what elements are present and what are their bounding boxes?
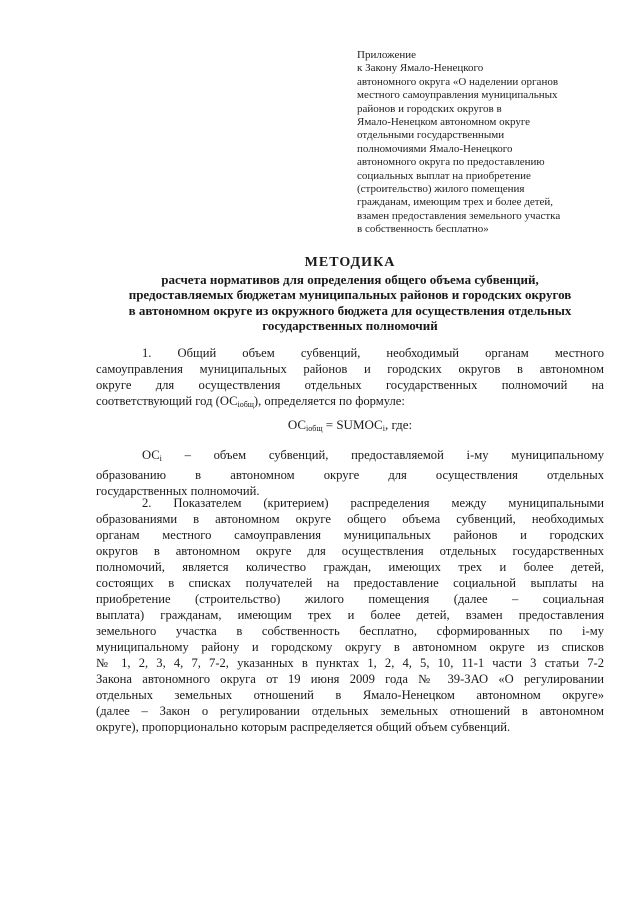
annex-line: местного самоуправления муниципальных bbox=[357, 89, 558, 102]
formula-sum: = SUMОС bbox=[322, 417, 383, 432]
formula-tail: , где: bbox=[384, 417, 413, 432]
paragraph-line: № 1, 2, 3, 4, 7, 7-2, указанных в пунктах 1, 2, 4, 5, 10, 11-1 части 3 статьи 7-2 bbox=[96, 656, 604, 670]
paragraph-text: ), определяется по формуле: bbox=[253, 394, 405, 408]
paragraph-line: самоуправления муниципальных районов и городских округов в автономном bbox=[96, 362, 604, 376]
paragraph-line: округе для осуществления отдельных государственных полномочий на bbox=[96, 378, 604, 392]
paragraph-text: – объем субвенций, предоставляемой i-му муниципальному bbox=[161, 448, 604, 462]
subscript: iобщ bbox=[306, 424, 323, 433]
annex-line: автономного округа «О наделении органов bbox=[357, 75, 559, 88]
paragraph-text: соответствующий год (ОС bbox=[96, 394, 238, 408]
title-line: расчета нормативов для определения общего объема субвенций, bbox=[161, 271, 539, 287]
definition bbox=[96, 447, 604, 499]
document-title bbox=[95, 255, 605, 334]
formula-symbol: ОС bbox=[287, 417, 307, 432]
paragraph-line: муниципальному району и городскому округу в автономном округе из списков bbox=[96, 640, 604, 654]
title-line: предоставляемых бюджетам муниципальных районов и городских округов bbox=[128, 287, 572, 302]
paragraph-line: отдельных земельных отношений в Ямало-Ненецком автономном округе» bbox=[96, 688, 604, 702]
paragraph-line: выплата) гражданам, имеющим трех и более детей, взамен предоставления bbox=[96, 608, 604, 622]
paragraph-line: органам местного самоуправления муниципальных районов и городских bbox=[96, 528, 604, 542]
paragraph-line bbox=[96, 393, 604, 413]
annex-heading bbox=[357, 49, 602, 237]
paragraph-line: 2. Показателем (критерием) распределения между муниципальными bbox=[142, 496, 604, 510]
paragraph-line: образованиями в автономном округе общего объема субвенций, необходимых bbox=[96, 512, 604, 526]
paragraph-line: приобретение (строительство) жилого помещения (далее – социальная bbox=[96, 592, 604, 606]
paragraph-line bbox=[96, 447, 604, 467]
subscript: iобщ bbox=[237, 400, 254, 409]
paragraph-1 bbox=[96, 345, 604, 413]
title-line: в автономном округе из окружного бюджета для осуществления отдельных bbox=[128, 302, 572, 318]
annex-line: к Закону Ямало-Ненецкого bbox=[357, 62, 484, 75]
page-title: МЕТОДИКА bbox=[304, 255, 396, 270]
paragraph-line: земельного участка в собственность бесплатно, сформированных по i-му bbox=[96, 624, 604, 638]
paragraph-line: образованию в автономном округе для осуществления отдельных bbox=[96, 468, 604, 482]
annex-line: районов и городских округов в bbox=[357, 102, 502, 115]
paragraph-line: 1. Общий объем субвенций, необходимый органам местного bbox=[142, 346, 604, 360]
annex-line: (строительство) жилого помещения bbox=[357, 183, 525, 196]
title-line: государственных полномочий bbox=[262, 318, 438, 333]
paragraph-2 bbox=[96, 495, 604, 735]
annex-line: социальных выплат на приобретение bbox=[357, 169, 531, 182]
formula bbox=[96, 417, 604, 433]
paragraph-line: государственных полномочий. bbox=[96, 484, 260, 498]
annex-line: гражданам, имеющим трех и более детей, bbox=[357, 196, 554, 209]
subscript: i bbox=[159, 454, 162, 463]
paragraph-line: (далее – Закон о регулировании отдельных земельных отношений в автономном bbox=[96, 704, 604, 718]
annex-line: отдельными государственными bbox=[357, 129, 505, 142]
annex-line: полномочиями Ямало-Ненецкого bbox=[357, 142, 513, 155]
subscript: i bbox=[382, 424, 385, 433]
annex-line: автономного округа по предоставлению bbox=[357, 156, 545, 169]
annex-line: взамен предоставления земельного участка bbox=[357, 209, 561, 222]
annex-line: Ямало-Ненецком автономном округе bbox=[357, 116, 531, 129]
paragraph-line: Закона автономного округа от 19 июня 2009 года № 39-ЗАО «О регулировании bbox=[96, 672, 604, 686]
paragraph-line: состоящих в списках получателей на предоставление социальной выплаты на bbox=[96, 576, 604, 590]
annex-line: в собственность бесплатно» bbox=[357, 223, 489, 236]
definition-symbol: ОС bbox=[142, 448, 160, 462]
paragraph-line: округе), пропорционально которым распределяется общий объем субвенций. bbox=[96, 720, 511, 734]
paragraph-line: полномочий, является количество граждан, имеющих трех и более детей, bbox=[96, 560, 604, 574]
annex-line: Приложение bbox=[357, 49, 417, 61]
paragraph-line: округов в автономном округе для осуществления отдельных государственных bbox=[96, 544, 604, 558]
